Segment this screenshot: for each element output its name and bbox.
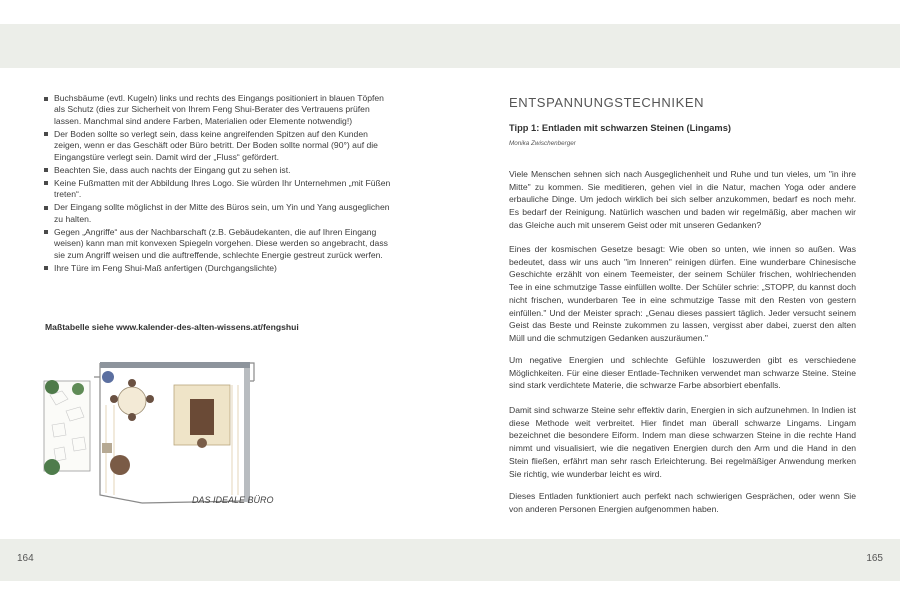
paragraph: Damit sind schwarze Steine sehr effektiv darin, Energien in sich aufzunehmen. In Indien ist diese Methode weit verbreitet. Hier findet man überall schwarze Lingams. Lingam bezeichnet die besondere Eiform. Indem man diese schwarzen Steine in die rechte Hand nimmt und visualisiert, wie die negativen Energien durch den Arm und die Hand in den Stein fließen, erfährt man sehr rasch Erleichterung. Bei regelmäßiger Anwendung merken Sie richtig, wie wunderbar leicht es wird. — [509, 405, 856, 479]
list-item: Keine Fußmatten mit der Abbildung Ihres Logo. Sie würden Ihr Unternehmen „mit Füßen treten“. — [44, 178, 396, 201]
list-item: Buchsbäume (evtl. Kugeln) links und rechts des Eingangs positioniert in blauen Töpfen als Schutz (dies zur Sicherheit von Ihrem Feng Shui-Berater des Vertrauens prüfen lassen. Manchmal sind andere Farben, Materialien oder Elemente notwendig!) — [44, 93, 396, 127]
page-number-left: 164 — [17, 553, 34, 564]
bullet-list — [44, 93, 396, 276]
section-title: ENTSPANNUNGSTECHNIKEN — [509, 95, 705, 110]
chair-icon — [197, 438, 207, 448]
tip-title: Tipp 1: Entladen mit schwarzen Steinen (Lingams) — [509, 123, 731, 133]
office-floorplan-sketch — [42, 345, 292, 515]
bottom-margin — [0, 581, 900, 600]
right-wall — [244, 368, 250, 502]
list-item: Ihre Türe im Feng Shui-Maß anfertigen (Durchgangslichte) — [44, 263, 396, 274]
paragraph: Viele Menschen sehnen sich nach Ausgeglichenheit und Ruhe und tun vieles, um "in ihre Mitte" zu kommen. Sie meditieren, gehen viel in die Natur, machen Yoga oder andere erbauliche Dinge. Um jedoch wirklich bei sich selber anzukommen, bedarf es noch mehr. Es bedarf der Reinigung. Natürlich waschen und baden wir regelmäßig, aber machen wir das Gleiche auch mit unserem Geist oder mit unseren Gedanken? — [509, 169, 856, 230]
top-margin — [0, 0, 900, 24]
page-number-right: 165 — [866, 553, 883, 564]
plant-icon — [44, 459, 60, 475]
list-item: Gegen „Angriffe“ aus der Nachbarschaft (z.B. Gebäudekanten, die auf Ihren Eingang weisen) kann man mit konvexen Spiegeln vorgehen. Diese werden so angebracht, dass sie zum Angriff weisen und die auftreffende, schlechte Energie gestreut zurück werfen. — [44, 227, 396, 261]
plant-icon — [72, 383, 84, 395]
header-band — [0, 24, 900, 68]
list-item: Der Eingang sollte möglichst in der Mitte des Büros sein, um Yin und Yang ausgeglichen zu halten. — [44, 202, 396, 225]
chair-icon — [128, 413, 136, 421]
chair-icon — [110, 395, 118, 403]
armchair — [110, 455, 130, 475]
list-item: Beachten Sie, dass auch nachts der Eingang gut zu sehen ist. — [44, 165, 396, 176]
paragraph: Um negative Energien und schlechte Gefühle loszuwerden gibt es verschiedene Möglichkeiten. Für eine dieser Entlade-Techniken verwendet man schwarze Steine. Steine sind stark verdichtete Materie, die schwarze Farbe absorbiert ebenfalls. — [509, 355, 856, 391]
side-table — [102, 443, 112, 453]
round-table — [118, 387, 146, 415]
list-item: Der Boden sollte so verlegt sein, dass keine angreifenden Spitzen auf den Kunden zeigen, wenn er das Geschäft oder Büro betritt. Der Boden sollte normal (90°) auf die Eingangstüre verlegt sein. Damit wird der „Fluss“ gefördert. — [44, 129, 396, 163]
author-byline: Monika Zwischenberger — [509, 140, 576, 147]
plant-icon — [102, 371, 114, 383]
paragraph: Eines der kosmischen Gesetze besagt: Wie oben so unten, wie innen so außen. Was bedeutet, dass wir uns auch "im Inneren" reinigen dürfen. Eine wunderbare Chinesische Geschichte erzählt von einem Teemeister, der seinem Schüler frischen, wohlriechenden Tee in eine schmutzige Tasse einfüllen wollte. Der Schüler schrie: „STOPP, du kannst doch nicht frischen, wunderbaren Tee in eine schmutzige Tasse mit den Resten von gestern einfüllen." Und der Meister sprach: „Genau dieses passiert täglich. Jeder versucht seinem Geist das Beste und Reinste zukommen zu lassen, vergisst aber dabei, zuerst den alten Müll und die schmutzigen Gedanken auszuräumen." — [509, 244, 856, 343]
sketch-caption: DAS IDEALE BÜRO — [192, 495, 274, 505]
footer-band — [0, 539, 900, 581]
paragraph: Dieses Entladen funktioniert auch perfekt nach schwierigen Gesprächen, oder wenn Sie von anderen Personen Energien aufgenommen haben. — [509, 491, 856, 514]
desk — [190, 399, 214, 435]
table-reference-link[interactable]: Maßtabelle siehe www.kalender-des-alten-wissens.at/fengshui — [45, 322, 299, 332]
plant-icon — [45, 380, 59, 394]
top-wall — [100, 362, 250, 368]
chair-icon — [146, 395, 154, 403]
chair-icon — [128, 379, 136, 387]
